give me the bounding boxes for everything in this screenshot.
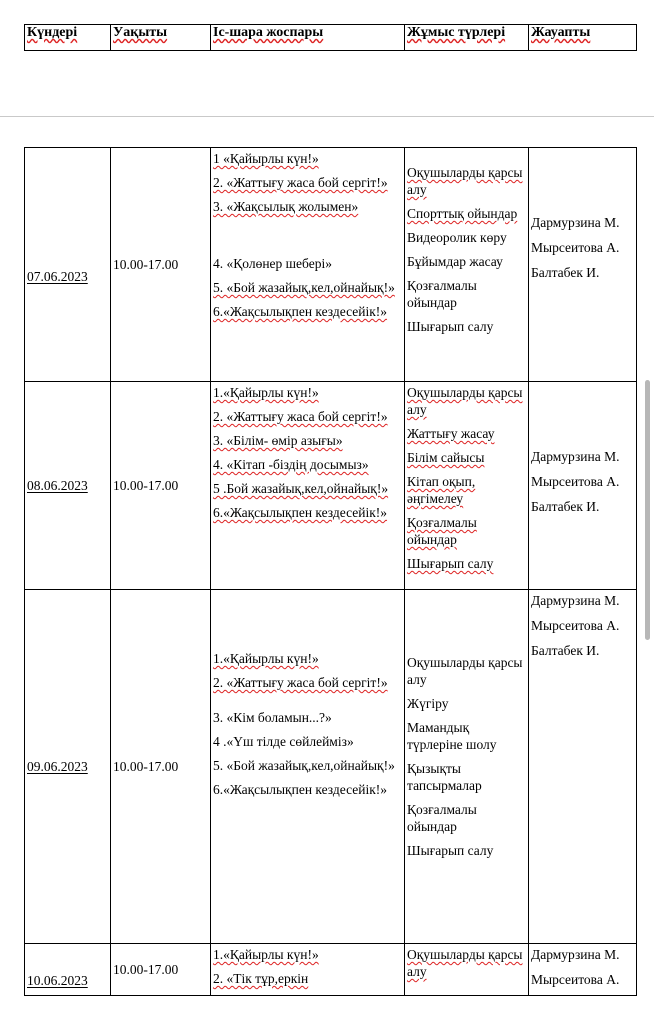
header-days: Күндері	[25, 25, 111, 51]
event-item: 1.«Қайырлы күн!»	[213, 947, 319, 962]
work-item: Спорттық ойындар	[407, 206, 518, 221]
work-item: Жаттығу жасау	[407, 426, 495, 441]
works-cell	[405, 382, 529, 590]
date-text: 08.06.2023	[27, 478, 88, 493]
date-text: 10.06.2023	[27, 973, 88, 988]
time-cell: 10.00-17.00	[111, 590, 211, 944]
table-row	[25, 382, 637, 590]
work-item: Оқушыларды қарсы алу	[407, 655, 523, 687]
responsible-cell	[529, 944, 637, 996]
events-cell	[211, 944, 405, 996]
event-item: 2. «Жаттығу жаса бой сергіт!»	[213, 409, 388, 424]
events-cell	[211, 590, 405, 944]
responsible-name: Балтабек И.	[531, 643, 600, 658]
table-row	[25, 590, 637, 944]
work-item: Видеоролик көру	[407, 230, 507, 245]
work-item: Кітап оқып, әңгімелеу	[407, 474, 476, 506]
responsible-name: Мырсеитова А.	[531, 474, 620, 489]
header-table	[24, 24, 637, 51]
responsible-name: Дармурзина М.	[531, 593, 620, 608]
event-item: 5 .Бой жазайық,кел,ойнайық!»	[213, 481, 389, 496]
work-item: Бұйымдар жасау	[407, 254, 503, 269]
work-item: Жүгіру	[407, 696, 449, 711]
work-item: Оқушыларды қарсы алу	[407, 165, 523, 197]
event-item: 2. «Тік тұр,еркін	[213, 971, 309, 986]
works-cell	[405, 148, 529, 382]
event-item: 2. «Жаттығу жаса бой сергіт!»	[213, 175, 388, 190]
page-break-divider	[0, 116, 654, 117]
event-item: 1 «Қайырлы күн!»	[213, 151, 319, 166]
event-item: 4 .«Үш тілде сөйлейміз»	[213, 734, 354, 749]
responsible-cell	[529, 148, 637, 382]
date-text: 09.06.2023	[27, 759, 88, 774]
event-item: 3. «Жақсылық жолымен»	[213, 199, 359, 214]
events-cell	[211, 382, 405, 590]
responsible-name: Балтабек И.	[531, 265, 600, 280]
work-item: Оқушыларды қарсы алу	[407, 947, 523, 979]
event-item: 3. «Кім боламын...?»	[213, 710, 332, 725]
time-cell: 10.00-17.00	[111, 382, 211, 590]
vertical-scrollbar[interactable]	[645, 380, 650, 640]
work-item: Білім сайысы	[407, 450, 485, 465]
event-item: 4. «Кітап -біздің досымыз»	[213, 457, 369, 472]
work-item: Шығарып салу	[407, 319, 494, 334]
time-cell: 10.00-17.00	[111, 148, 211, 382]
work-item: Қозғалмалы ойындар	[407, 802, 477, 834]
work-item: Қозғалмалы ойындар	[407, 515, 477, 547]
time-cell: 10.00-17.00	[111, 944, 211, 996]
event-item: 6.«Жақсылықпен кездесейік!»	[213, 505, 388, 520]
responsible-name: Балтабек И.	[531, 499, 600, 514]
responsible-name: Мырсеитова А.	[531, 240, 620, 255]
event-item: 4. «Қолөнер шебері»	[213, 256, 332, 271]
work-item: Мамандық түрлеріне шолу	[407, 720, 497, 752]
responsible-name: Дармурзина М.	[531, 215, 620, 230]
event-item: 6.«Жақсылықпен кездесейік!»	[213, 304, 388, 319]
date-cell	[25, 944, 111, 996]
date-text: 07.06.2023	[27, 269, 88, 284]
works-cell	[405, 944, 529, 996]
event-item: 1.«Қайырлы күн!»	[213, 385, 319, 400]
works-cell	[405, 590, 529, 944]
responsible-name: Мырсеитова А.	[531, 618, 620, 633]
header-work-types: Жұмыс түрлері	[405, 25, 529, 51]
responsible-name: Дармурзина М.	[531, 449, 620, 464]
date-cell	[25, 148, 111, 382]
work-item: Қызықты тапсырмалар	[407, 761, 482, 793]
header-time: Уақыты	[111, 25, 211, 51]
responsible-name: Мырсеитова А.	[531, 972, 620, 987]
event-item: 3. «Білім- өмір азығы»	[213, 433, 343, 448]
schedule-table	[24, 147, 637, 996]
header-row	[25, 25, 637, 51]
event-item: 6.«Жақсылықпен кездесейік!»	[213, 782, 388, 797]
work-item: Оқушыларды қарсы алу	[407, 385, 523, 417]
date-cell	[25, 590, 111, 944]
table-row	[25, 148, 637, 382]
work-item: Қозғалмалы ойындар	[407, 278, 477, 310]
responsible-name: Дармурзина М.	[531, 947, 620, 962]
event-item: 5. «Бой жазайық,кел,ойнайық!»	[213, 280, 395, 295]
table-row	[25, 944, 637, 996]
event-item: 5. «Бой жазайық,кел,ойнайық!»	[213, 758, 395, 773]
events-cell	[211, 148, 405, 382]
date-cell	[25, 382, 111, 590]
responsible-cell	[529, 590, 637, 944]
work-item: Шығарып салу	[407, 556, 494, 571]
header-events: Іс-шара жоспары	[211, 25, 405, 51]
event-item: 2. «Жаттығу жаса бой сергіт!»	[213, 675, 388, 690]
header-responsible: Жауапты	[529, 25, 637, 51]
event-item: 1.«Қайырлы күн!»	[213, 651, 319, 666]
responsible-cell	[529, 382, 637, 590]
work-item: Шығарып салу	[407, 843, 494, 858]
